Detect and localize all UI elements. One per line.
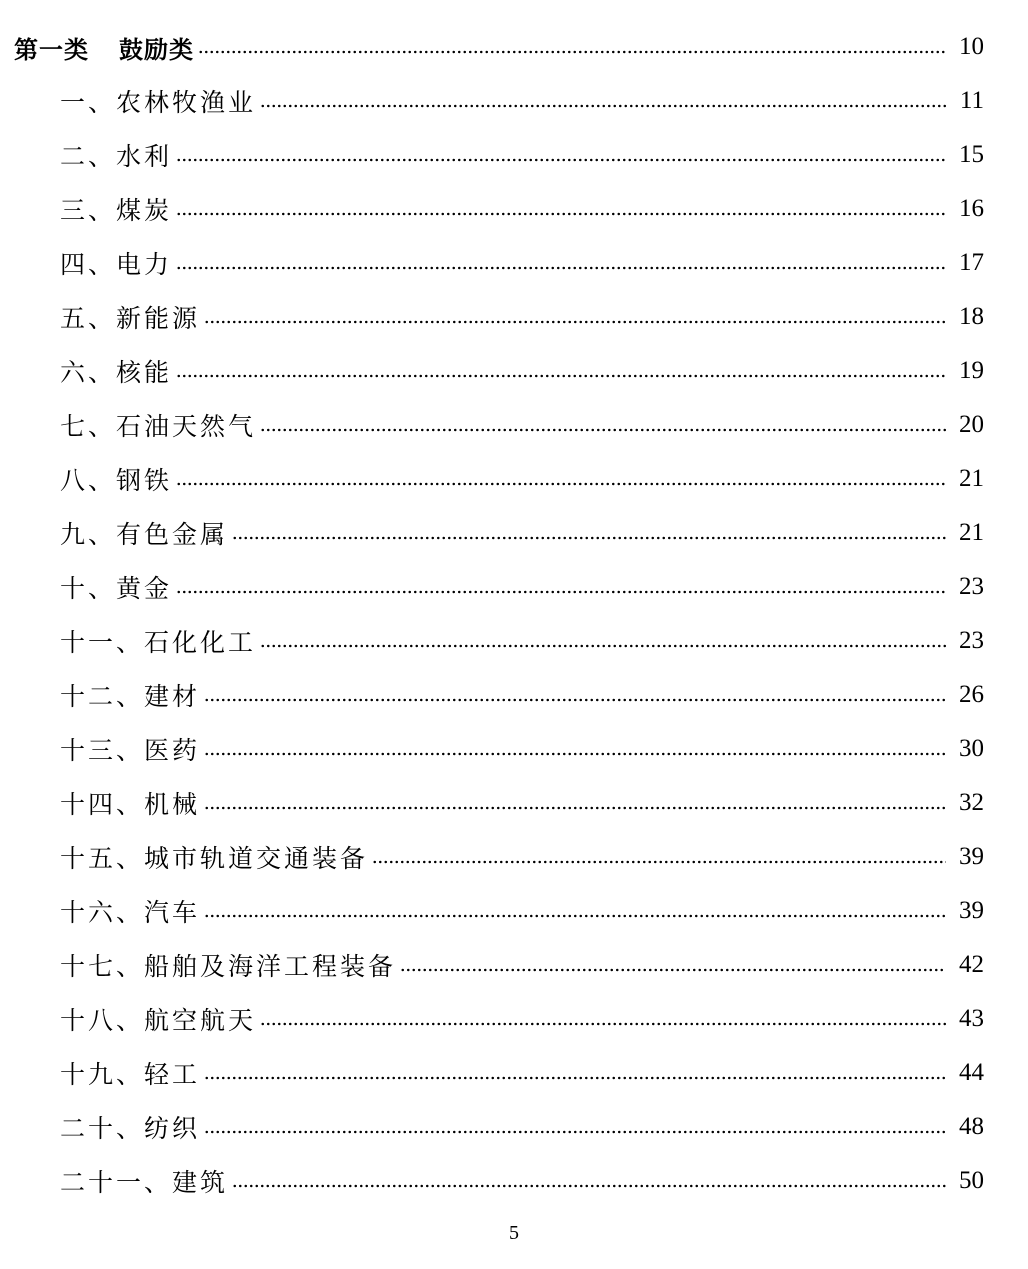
- section-page-number: 39: [959, 843, 984, 870]
- dot-leader: [260, 1021, 946, 1027]
- dot-leader: [176, 265, 946, 271]
- toc-section-entry[interactable]: [0, 452, 1028, 506]
- dot-leader: [204, 319, 946, 325]
- dot-leader: [198, 49, 946, 55]
- dot-leader: [176, 211, 946, 217]
- section-title: 九、有色金属: [60, 520, 229, 549]
- section-title: 十一、石化化工: [60, 628, 257, 657]
- section-title: 十二、建材: [60, 682, 201, 711]
- section-title: 四、电力: [60, 250, 173, 279]
- dot-leader: [260, 103, 946, 109]
- section-title: 十六、汽车: [60, 898, 201, 927]
- section-title: 八、钢铁: [60, 466, 173, 495]
- dot-leader: [204, 697, 946, 703]
- section-title: 二十一、建筑: [60, 1168, 229, 1197]
- section-page-number: 18: [959, 303, 984, 330]
- section-title: 一、农林牧渔业: [60, 88, 257, 117]
- toc-section-entry[interactable]: [0, 884, 1028, 938]
- toc-section-entry[interactable]: [0, 992, 1028, 1046]
- toc-section-entry[interactable]: [0, 1046, 1028, 1100]
- section-page-number: 20: [959, 411, 984, 438]
- dot-leader: [204, 805, 946, 811]
- section-title: 十、黄金: [60, 574, 173, 603]
- dot-leader: [176, 373, 946, 379]
- toc-section-entry[interactable]: [0, 722, 1028, 776]
- dot-leader: [176, 481, 946, 487]
- chapter-name: 鼓励类: [119, 35, 194, 64]
- toc-section-entry[interactable]: [0, 398, 1028, 452]
- section-page-number: 50: [959, 1167, 984, 1194]
- section-page-number: 23: [959, 573, 984, 600]
- section-title: 十七、船舶及海洋工程装备: [60, 952, 397, 981]
- toc-chapter-entry[interactable]: [0, 20, 1028, 74]
- toc-section-entry[interactable]: [0, 614, 1028, 668]
- toc-section-entry[interactable]: [0, 1154, 1028, 1208]
- section-page-number: 48: [959, 1113, 984, 1140]
- section-page-number: 32: [959, 789, 984, 816]
- toc-section-entry[interactable]: [0, 1100, 1028, 1154]
- dot-leader: [260, 427, 946, 433]
- section-page-number: 42: [959, 951, 984, 978]
- toc-section-entry[interactable]: [0, 938, 1028, 992]
- section-title: 十八、航空航天: [60, 1006, 257, 1035]
- dot-leader: [204, 1075, 946, 1081]
- table-of-contents: [0, 20, 1028, 1208]
- section-title: 二、水利: [60, 142, 173, 171]
- section-page-number: 26: [959, 681, 984, 708]
- page-footer: [0, 1222, 1028, 1245]
- section-page-number: 21: [959, 465, 984, 492]
- toc-section-entry[interactable]: [0, 128, 1028, 182]
- section-title: 六、核能: [60, 358, 173, 387]
- section-page-number: 11: [959, 87, 984, 114]
- section-title: 五、新能源: [60, 304, 201, 333]
- toc-section-entry[interactable]: [0, 668, 1028, 722]
- dot-leader: [232, 535, 946, 541]
- footer-page-number: 5: [509, 1222, 519, 1244]
- toc-section-entry[interactable]: [0, 506, 1028, 560]
- section-title: 三、煤炭: [60, 196, 173, 225]
- chapter-number-label: 第一类: [14, 35, 89, 64]
- dot-leader: [232, 1183, 946, 1189]
- dot-leader: [176, 589, 946, 595]
- chapter-page-number: 10: [959, 33, 984, 60]
- section-page-number: 30: [959, 735, 984, 762]
- dot-leader: [400, 967, 946, 973]
- toc-section-entry[interactable]: [0, 830, 1028, 884]
- section-title: 十九、轻工: [60, 1060, 201, 1089]
- section-page-number: 44: [959, 1059, 984, 1086]
- section-page-number: 39: [959, 897, 984, 924]
- dot-leader: [372, 859, 946, 865]
- section-title: 十三、医药: [60, 736, 201, 765]
- toc-section-entry[interactable]: [0, 776, 1028, 830]
- toc-section-entry[interactable]: [0, 236, 1028, 290]
- section-page-number: 43: [959, 1005, 984, 1032]
- dot-leader: [204, 751, 946, 757]
- section-page-number: 15: [959, 141, 984, 168]
- section-page-number: 21: [959, 519, 984, 546]
- section-title: 十五、城市轨道交通装备: [60, 844, 369, 873]
- toc-section-entry[interactable]: [0, 182, 1028, 236]
- dot-leader: [176, 157, 946, 163]
- dot-leader: [260, 643, 946, 649]
- chapter-title: [14, 30, 194, 65]
- dot-leader: [204, 913, 946, 919]
- section-page-number: 19: [959, 357, 984, 384]
- section-page-number: 16: [959, 195, 984, 222]
- section-page-number: 17: [959, 249, 984, 276]
- toc-section-entry[interactable]: [0, 344, 1028, 398]
- section-title: 二十、纺织: [60, 1114, 201, 1143]
- toc-section-entry[interactable]: [0, 560, 1028, 614]
- dot-leader: [204, 1129, 946, 1135]
- section-page-number: 23: [959, 627, 984, 654]
- section-title: 十四、机械: [60, 790, 201, 819]
- section-title: 七、石油天然气: [60, 412, 257, 441]
- toc-section-entry[interactable]: [0, 74, 1028, 128]
- toc-section-entry[interactable]: [0, 290, 1028, 344]
